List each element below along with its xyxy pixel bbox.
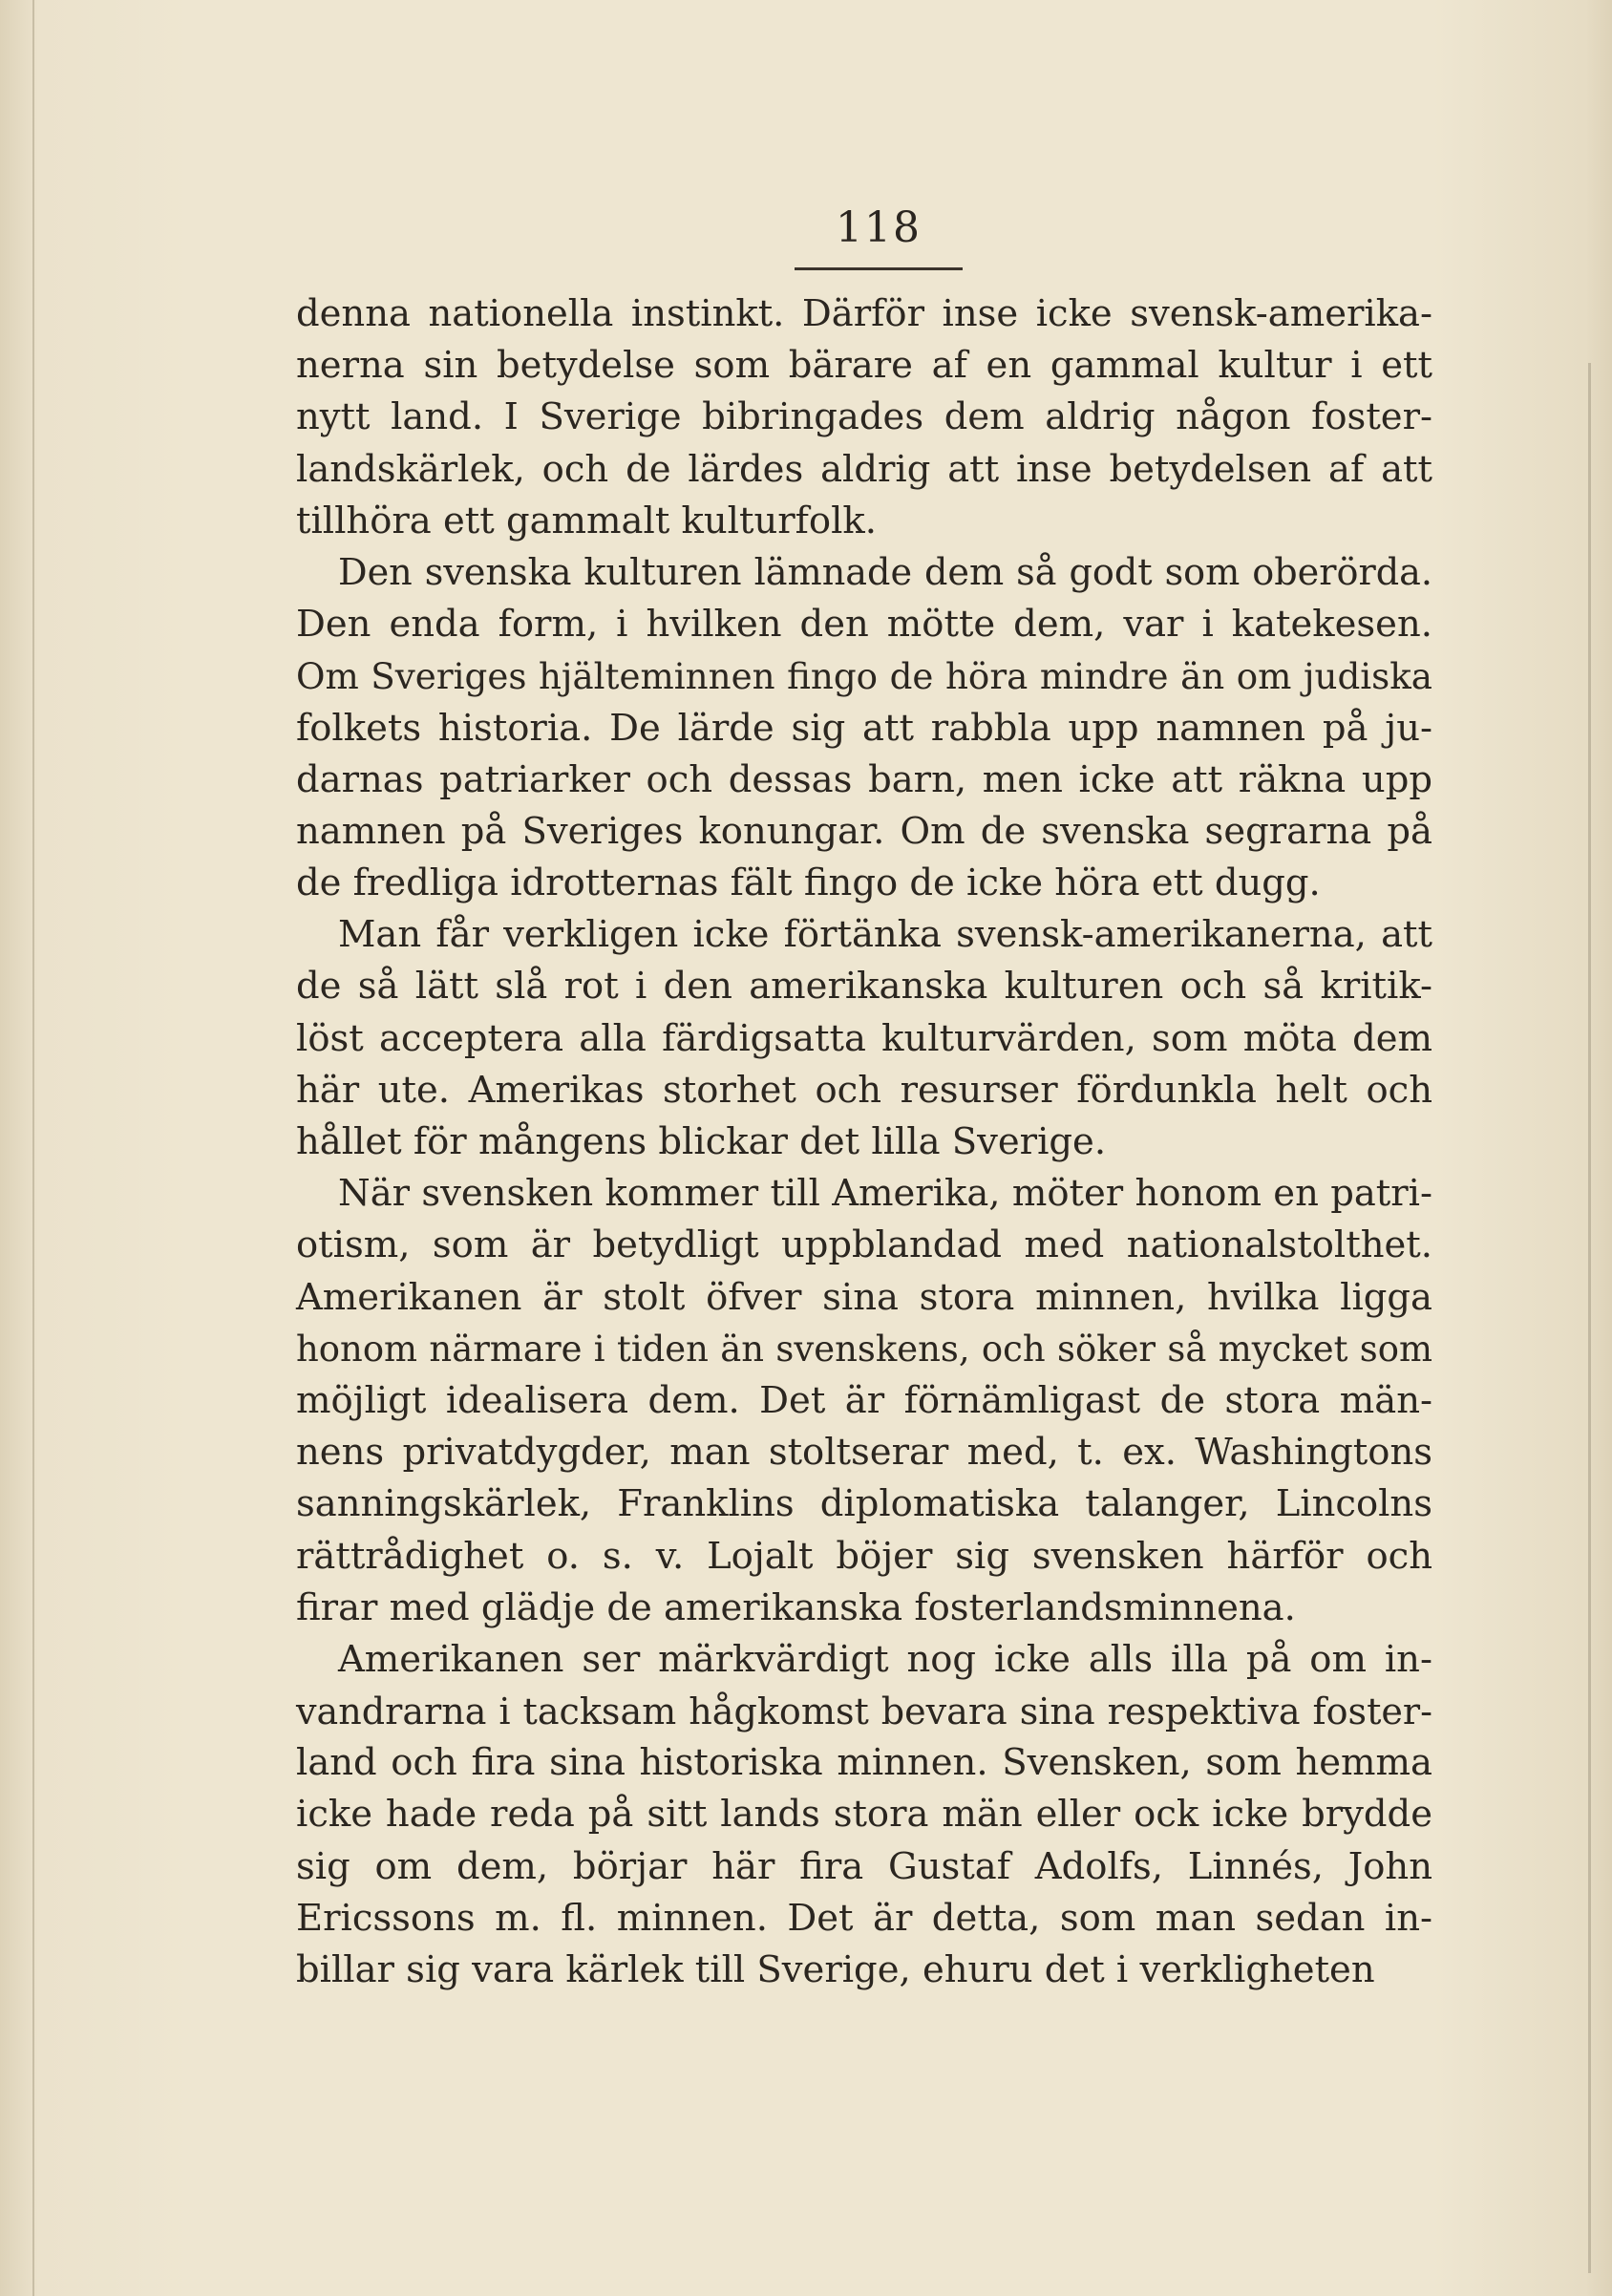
text-line: Om Sveriges hjälteminnen fingo de höra mindre än om judiska: [296, 655, 1432, 698]
text-line: otism, som är betydligt uppblandad med nationalstolthet.: [296, 1223, 1432, 1267]
text-line: vandrarna i tacksam hågkomst bevara sina respektiva foster-: [296, 1690, 1432, 1733]
text-line: rättrådighet o. s. v. Lojalt böjer sig svensken härför och: [296, 1534, 1432, 1578]
text-line: När svensken kommer till Amerika, möter honom en patri-: [338, 1172, 1432, 1216]
text-line: land och fira sina historiska minnen. Svensken, som hemma: [296, 1741, 1432, 1785]
text-line: löst acceptera alla färdigsatta kulturvärden, som möta dem: [296, 1016, 1432, 1060]
text-line: Den svenska kulturen lämnade dem så godt som oberörda.: [338, 551, 1432, 594]
text-line: Man får verkligen icke förtänka svensk-amerikanerna, att: [338, 913, 1432, 957]
text-line: möjligt idealisera dem. Det är förnämligast de stora män-: [296, 1378, 1432, 1422]
text-line: Ericssons m. fl. minnen. Det är detta, som man sedan in-: [296, 1896, 1432, 1940]
text-line: hållet för mångens blickar det lilla Sverige.: [296, 1120, 1107, 1163]
paragraph: [296, 1634, 1432, 1996]
page-header: [783, 204, 974, 270]
page-edge-shadow: [1588, 363, 1591, 2273]
page-number: 118: [836, 203, 922, 252]
header-rule: [795, 267, 963, 270]
text-line: billar sig vara kärlek till Sverige, ehuru det i verkligheten: [296, 1948, 1375, 1991]
text-line: de så lätt slå rot i den amerikanska kulturen och så kritik-: [296, 965, 1432, 1009]
text-line: folkets historia. De lärde sig att rabbla upp namnen på ju-: [296, 706, 1432, 750]
body-text: [296, 288, 1432, 1996]
text-line: landskärlek, och de lärdes aldrig att inse betydelsen af att: [296, 447, 1432, 491]
text-line: sig om dem, börjar här fira Gustaf Adolfs, Linnés, John: [296, 1844, 1432, 1888]
text-line: nens privatdygder, man stoltserar med, t. ex. Washingtons: [296, 1431, 1432, 1475]
text-line: nerna sin betydelse som bärare af en gammal kultur i ett: [296, 344, 1432, 388]
text-line: de fredliga idrotternas fält fingo de icke höra ett dugg.: [296, 861, 1321, 905]
text-line: tillhöra ett gammalt kulturfolk.: [296, 499, 877, 542]
text-line: Amerikanen ser märkvärdigt nog icke alls illa på om in-: [338, 1637, 1432, 1681]
text-line: namnen på Sveriges konungar. Om de svenska segrarna på: [296, 809, 1432, 853]
text-line: darnas patriarker och dessas barn, men icke att räkna upp: [296, 757, 1432, 801]
text-line: sanningskärlek, Franklins diplomatiska talanger, Lincolns: [296, 1482, 1432, 1526]
text-line: Den enda form, i hvilken den mötte dem, var i katekesen.: [296, 603, 1432, 647]
text-line: icke hade reda på sitt lands stora män eller ock icke brydde: [296, 1793, 1432, 1837]
text-line: här ute. Amerikas storhet och resurser fördunkla helt och: [296, 1068, 1432, 1112]
paragraph: [296, 1168, 1432, 1634]
paragraph: [296, 909, 1432, 1168]
text-line: Amerikanen är stolt öfver sina stora minnen, hvilka ligga: [296, 1275, 1432, 1319]
paragraph: [296, 288, 1432, 547]
paragraph: [296, 547, 1432, 909]
text-line: honom närmare i tiden än svenskens, och söker så mycket som: [296, 1328, 1432, 1370]
text-line: nytt land. I Sverige bibringades dem aldrig någon foster-: [296, 395, 1432, 439]
binding-gutter: [32, 0, 34, 2296]
text-line: denna nationella instinkt. Därför inse icke svensk-amerika-: [296, 292, 1432, 335]
text-line: firar med glädje de amerikanska fosterlandsminnena.: [296, 1585, 1296, 1629]
